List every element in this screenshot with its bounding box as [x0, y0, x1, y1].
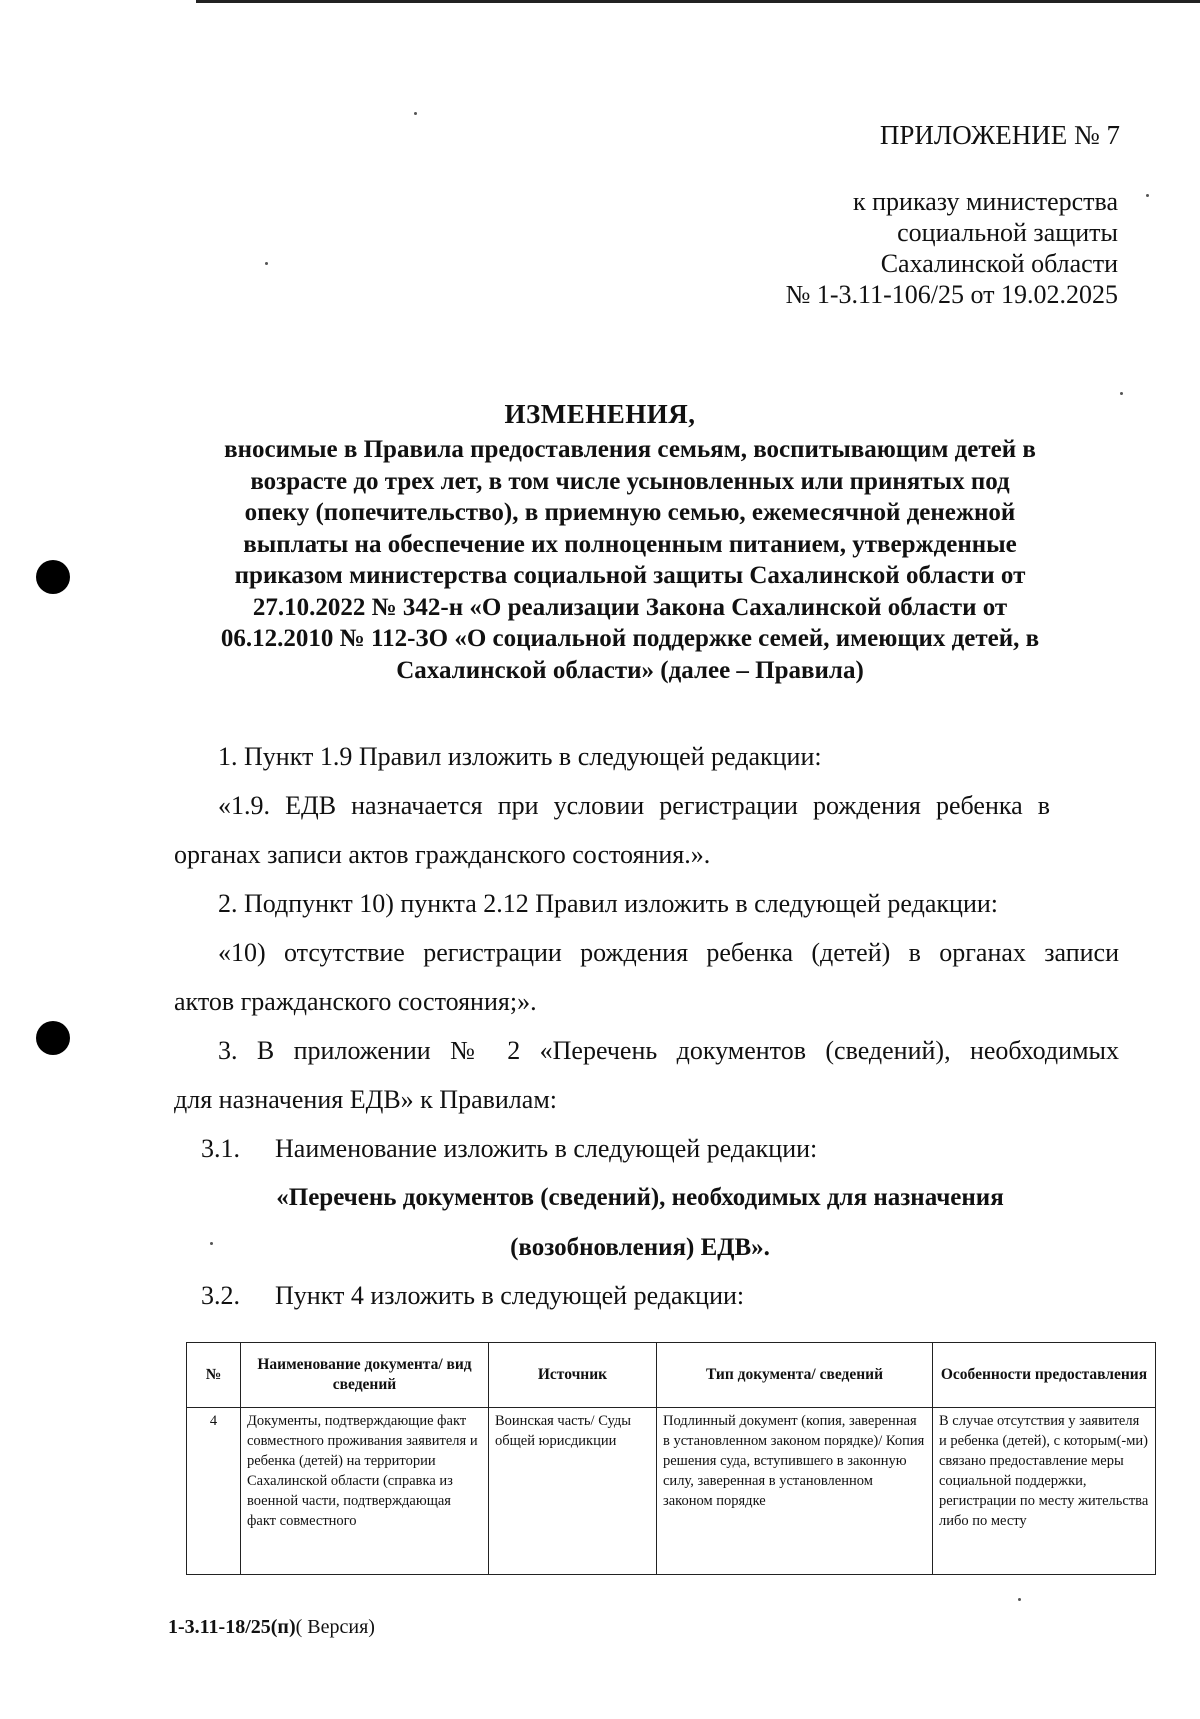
paragraph-4-line: «10) отсутствие регистрации рождения ребенка (детей) в органах записи — [218, 938, 1119, 967]
list-title-line: «Перечень документов (сведений), необходимых для назначения — [276, 1184, 1004, 1211]
heading-line: Сахалинской области» (далее – Правила) — [396, 656, 864, 684]
heading-line: приказом министерства социальной защиты Сахалинской области от — [234, 562, 1026, 589]
subpoint-number: 3.2. — [201, 1281, 240, 1310]
appendix-line: к приказу министерства — [853, 187, 1118, 216]
column-header: Наименование документа/ вид сведений — [241, 1343, 489, 1408]
list-title-line: (возобновления) ЕДВ». — [510, 1234, 770, 1261]
subpoint-number: 3.1. — [201, 1134, 240, 1163]
document-title: ИЗМЕНЕНИЯ, — [504, 399, 696, 429]
heading-line: вносимые в Правила предоставления семьям, воспитывающим детей в — [224, 436, 1036, 463]
footer-version: ( Версия) — [295, 1616, 375, 1638]
paragraph-5-line: 3. В приложении № 2 «Перечень документов (сведений), необходимых — [218, 1036, 1119, 1065]
scan-speck — [1146, 194, 1149, 197]
heading-line: 06.12.2010 № 112-ЗО «О социальной поддержке семей, имеющих детей, в — [220, 625, 1040, 652]
column-header: Источник — [489, 1343, 657, 1408]
paragraph-4-line: актов гражданского состояния;». — [174, 987, 537, 1016]
scan-speck — [265, 262, 268, 265]
scan-speck — [414, 112, 417, 115]
punch-hole — [36, 1021, 70, 1055]
heading-line: возрасте до трех лет, в том числе усыновленных или принятых под — [250, 467, 1010, 495]
heading-line: опеку (попечительство), в приемную семью, ежемесячной денежной — [244, 499, 1016, 526]
cell-features: В случае отсутствия у заявителя и ребенка (детей), с которым(-ми) связано предоставление меры социальной поддержки, регистрации по месту жительства либо по месту — [933, 1408, 1156, 1575]
appendix-line: социальной защиты — [897, 218, 1118, 247]
paragraph-2-line: органах записи актов гражданского состояния.». — [174, 840, 711, 869]
table-row — [187, 1408, 1156, 1575]
row-number: 4 — [187, 1408, 241, 1575]
paragraph-5-line: для назначения ЕДВ» к Правилам: — [174, 1085, 557, 1114]
appendix-reference — [786, 186, 1118, 310]
documents-table — [186, 1342, 1156, 1575]
subpoint-text: Пункт 4 изложить в следующей редакции: — [275, 1281, 745, 1310]
cell-document-type: Подлинный документ (копия, заверенная в установленном законом порядке)/ Копия решения суда, вступившего в законную силу, заверенная в установленном законом порядке — [657, 1408, 933, 1575]
column-header: Тип документа/ сведений — [657, 1343, 933, 1408]
appendix-label: ПРИЛОЖЕНИЕ № 7 — [879, 120, 1120, 150]
cell-document-name: Документы, подтверждающие факт совместного проживания заявителя и ребенка (детей) на территории Сахалинской области (справка из военной части, подтверждающая факт совместного — [241, 1408, 489, 1575]
paragraph-1: 1. Пункт 1.9 Правил изложить в следующей редакции: — [218, 742, 822, 771]
footer-document-code — [168, 1616, 375, 1639]
paragraph-3: 2. Подпункт 10) пункта 2.12 Правил изложить в следующей редакции: — [218, 889, 998, 918]
appendix-line: Сахалинской области — [880, 249, 1118, 278]
appendix-line: № 1-3.11-106/25 от 19.02.2025 — [785, 280, 1118, 309]
table-header-row — [187, 1343, 1156, 1408]
cell-source: Воинская часть/ Суды общей юрисдикции — [489, 1408, 657, 1575]
paragraph-2-line: «1.9. ЕДВ назначается при условии регистрации рождения ребенка в — [218, 791, 1050, 820]
footer-code: 1-3.11-18/25(п) — [168, 1616, 296, 1638]
document-heading — [150, 434, 1110, 686]
scan-speck — [1018, 1598, 1021, 1601]
subpoint-text: Наименование изложить в следующей редакции: — [275, 1134, 818, 1163]
punch-hole — [36, 560, 70, 594]
scan-edge-line — [196, 0, 1200, 3]
scan-speck — [1120, 392, 1123, 395]
heading-line: 27.10.2022 № 342-н «О реализации Закона Сахалинской области от — [252, 593, 1008, 621]
column-header: № — [187, 1343, 241, 1408]
column-header: Особенности предоставления — [933, 1343, 1156, 1408]
heading-line: выплаты на обеспечение их полноценным питанием, утвержденные — [243, 530, 1017, 558]
